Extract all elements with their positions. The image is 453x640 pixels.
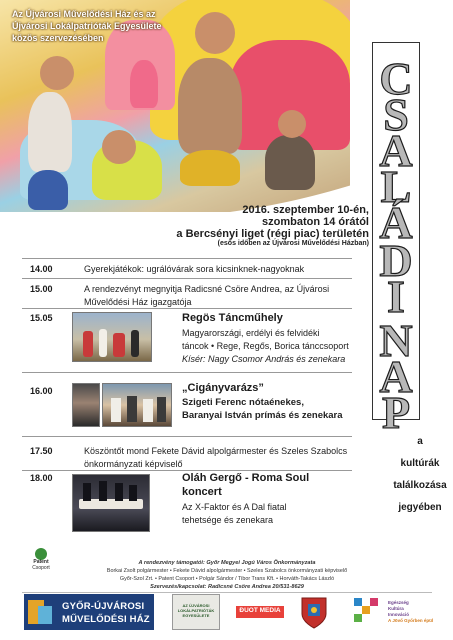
schedule-text: tehetsége és zenekara <box>182 515 274 525</box>
divider <box>22 592 432 593</box>
contact-line: Szervezés/kapcsolat: Radicsné Csöre Andrea 20/531-8629 <box>150 584 304 591</box>
schedule-text: Kísér: Nagy Csomor András és zenekara <box>182 354 346 364</box>
title-letter: L <box>380 161 412 212</box>
supporters-line: Győr-Szol Zrt. • Patent Csoport • Polgár Sándor / Tibor Trans Kft. • Horváth-Takács László <box>119 575 335 582</box>
title-letter: C <box>379 53 413 104</box>
performer-name: Oláh Gergő - Roma Soul <box>182 472 310 484</box>
patent-logo <box>30 548 52 570</box>
event-info <box>176 204 369 247</box>
schedule-text: Gyerekjátékok: ugrálóvárak sora kicsinknek-nagyoknak <box>84 264 305 274</box>
title-letter: A <box>379 125 413 176</box>
schedule-time: 15.05 <box>30 313 53 323</box>
performer-name: „Cigányvarázs” <box>182 382 264 394</box>
schedule-text: Szigeti Ferenc nótaénekes, <box>182 397 304 408</box>
divider <box>22 372 352 373</box>
egylet-line: EGYESÜLETE <box>182 613 210 619</box>
event-rain-note: (esős időben az Újvárosi Művelődési Házban) <box>217 240 369 247</box>
supporters-line: A rendezvény támogatói: Győr Megyei Jogú Város Önkormányzata <box>138 560 316 566</box>
organizer-line: Újvárosi Lokálpatrióták Egyesülete <box>12 21 162 32</box>
schedule-text: táncok • Rege, Regős, Borica tánccsoport <box>182 341 349 351</box>
performer-name: koncert <box>182 486 222 498</box>
kultura-line: Kultúra <box>388 606 404 612</box>
title-letter: N <box>379 315 413 366</box>
patent-logo-line: Csoport <box>32 565 50 571</box>
patent-logo-line: Patent <box>33 559 49 565</box>
supporters-line: Borkai Zsolt polgármester • Fekete Dávid alpolgármester • Szeles Szabolcs önkormányzati képviselő <box>106 567 348 574</box>
schedule-time: 15.00 <box>30 284 53 294</box>
organizer-line: közös szervezésében <box>12 33 104 44</box>
egylet-line: AZ ÚJVÁROSI <box>182 603 210 608</box>
muvhaz-logo <box>24 594 154 630</box>
schedule-time: 16.00 <box>30 386 53 396</box>
media-logo-text: ĐUOT MEDIA <box>239 607 281 614</box>
schedule-time: 14.00 <box>30 264 53 274</box>
event-place: a Bercsényi liget (régi piac) területén <box>176 228 369 240</box>
singer-photo <box>72 383 100 427</box>
media-logo <box>236 594 284 630</box>
title-letter: Á <box>379 197 413 248</box>
divider <box>22 278 352 279</box>
schedule-time: 18.00 <box>30 473 53 483</box>
city-coat-of-arms-icon <box>298 594 330 630</box>
title-letter: I <box>387 271 405 322</box>
title-letter: P <box>381 387 411 438</box>
schedule-time: 17.50 <box>30 446 53 456</box>
kultura-line: A Jövő Győrben épül <box>388 618 434 624</box>
kultura-line: Innováció <box>388 612 410 618</box>
title-letter: S <box>383 89 409 140</box>
schedule-text: Köszöntőt mond Fekete Dávid alpolgármester és Szeles Szabolcs <box>84 446 348 456</box>
egylet-logo <box>172 594 220 630</box>
supporters-block <box>96 559 358 592</box>
muvhaz-line: GYŐR-ÚJVÁROSI <box>62 601 145 612</box>
kultura-logo <box>388 594 444 630</box>
divider <box>22 436 352 437</box>
organizer-line: Az Újvárosi Művelődési Ház és az <box>12 9 156 19</box>
schedule-text: önkormányzati képviselő <box>84 459 183 469</box>
performer-name: Regös Táncműhely <box>182 312 283 324</box>
dance-photo <box>72 312 152 362</box>
kultura-line: Egészség <box>388 600 409 605</box>
side-text: kultúrák <box>400 458 440 469</box>
schedule-text: Az X-Faktor és A Dal fiatal <box>182 502 287 512</box>
band-photo <box>102 383 172 427</box>
side-text: a <box>417 436 423 447</box>
organizer-text <box>12 8 212 44</box>
innovation-emblem-icon <box>346 594 386 630</box>
event-date: 2016. szeptember 10-én, <box>242 204 369 216</box>
muvhaz-line: MŰVELŐDÉSI HÁZ <box>62 614 150 625</box>
event-time: szombaton 14 órától <box>262 216 369 228</box>
schedule-text: Magyarországi, erdélyi és felvidéki <box>182 328 320 338</box>
side-text: találkozása <box>393 480 447 491</box>
divider <box>22 258 352 259</box>
schedule-text: Baranyai István prímás és zenekara <box>182 410 343 421</box>
schedule-text: A rendezvényt megnyitja Radicsné Csöre Andrea, az Újvárosi Művelődési Ház igazgatója <box>84 284 330 308</box>
side-text: jegyében <box>398 502 442 513</box>
title-letter: A <box>379 351 413 402</box>
title-letter: D <box>379 235 413 286</box>
divider <box>22 308 352 309</box>
egylet-line: LOKÁLPATRIÓTÁK <box>177 608 215 614</box>
divider <box>22 470 352 471</box>
concert-photo <box>72 474 150 532</box>
